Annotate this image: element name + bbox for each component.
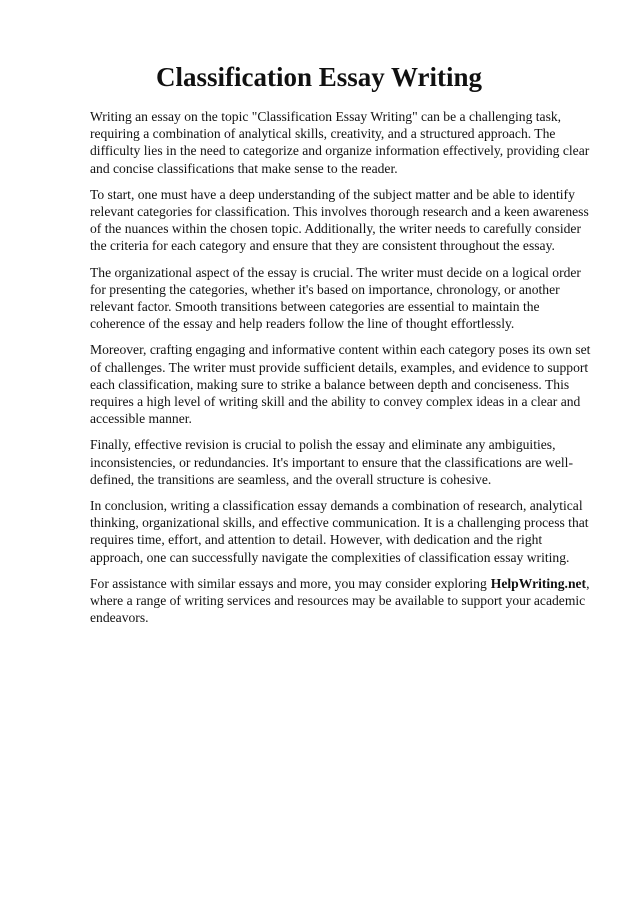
paragraph-7-tail-text: , where a range of writing services and resources may be available to support your academic endeavors. [90, 575, 590, 626]
paragraph-6: In conclusion, writing a classification essay demands a combination of research, analytical thinking, organizational skills, and effective communication. It is a challenging process that requires time, effort, and attention to detail. However, with dedication and the right approach, one can successfully navigate the complexities of classification essay writing. [90, 498, 589, 565]
paragraph-2: To start, one must have a deep understanding of the subject matter and be able to identify relevant categories for classification. This involves thorough research and a keen awareness of the nuances within the chosen topic. Additionally, the writer needs to carefully consider the criteria for each category and ensure that they are consistent throughout the essay. [90, 186, 589, 254]
paragraph-4: Moreover, crafting engaging and informative content within each category poses its own set of challenges. The writer must provide sufficient details, examples, and evidence to support each classification, making sure to strike a balance between depth and conciseness. This requires a high level of writing skill and the ability to convey complex ideas in a clear and accessible manner. [90, 342, 591, 427]
paragraph-3: The organizational aspect of the essay is crucial. The writer must decide on a logical order for presenting the categories, whether it's based on importance, chronology, or another relevant factor. Smooth transitions between categories are essential to maintain the coherence of the essay and help readers follow the line of thought effortlessly. [90, 264, 581, 332]
paragraph-5: Finally, effective revision is crucial to polish the essay and eliminate any ambiguities, inconsistencies, or redundancies. It's important to ensure that the classifications are well-defined, the transitions are seamless, and the overall structure is cohesive. [90, 437, 573, 487]
paragraph-1: Writing an essay on the topic "Classification Essay Writing" can be a challenging task, requiring a combination of analytical skills, creativity, and a structured approach. The difficulty lies in the need to categorize and organize information effectively, providing clear and concise classifications that make sense to the reader. [90, 109, 590, 176]
helpwriting-link[interactable]: HelpWriting.net [490, 575, 587, 591]
page-title: Classification Essay Writing [155, 62, 483, 92]
paragraph-7-lead-text: For assistance with similar essays and more, you may consider exploring [90, 575, 487, 591]
paragraph-7 [90, 575, 596, 627]
document-body [90, 108, 596, 626]
